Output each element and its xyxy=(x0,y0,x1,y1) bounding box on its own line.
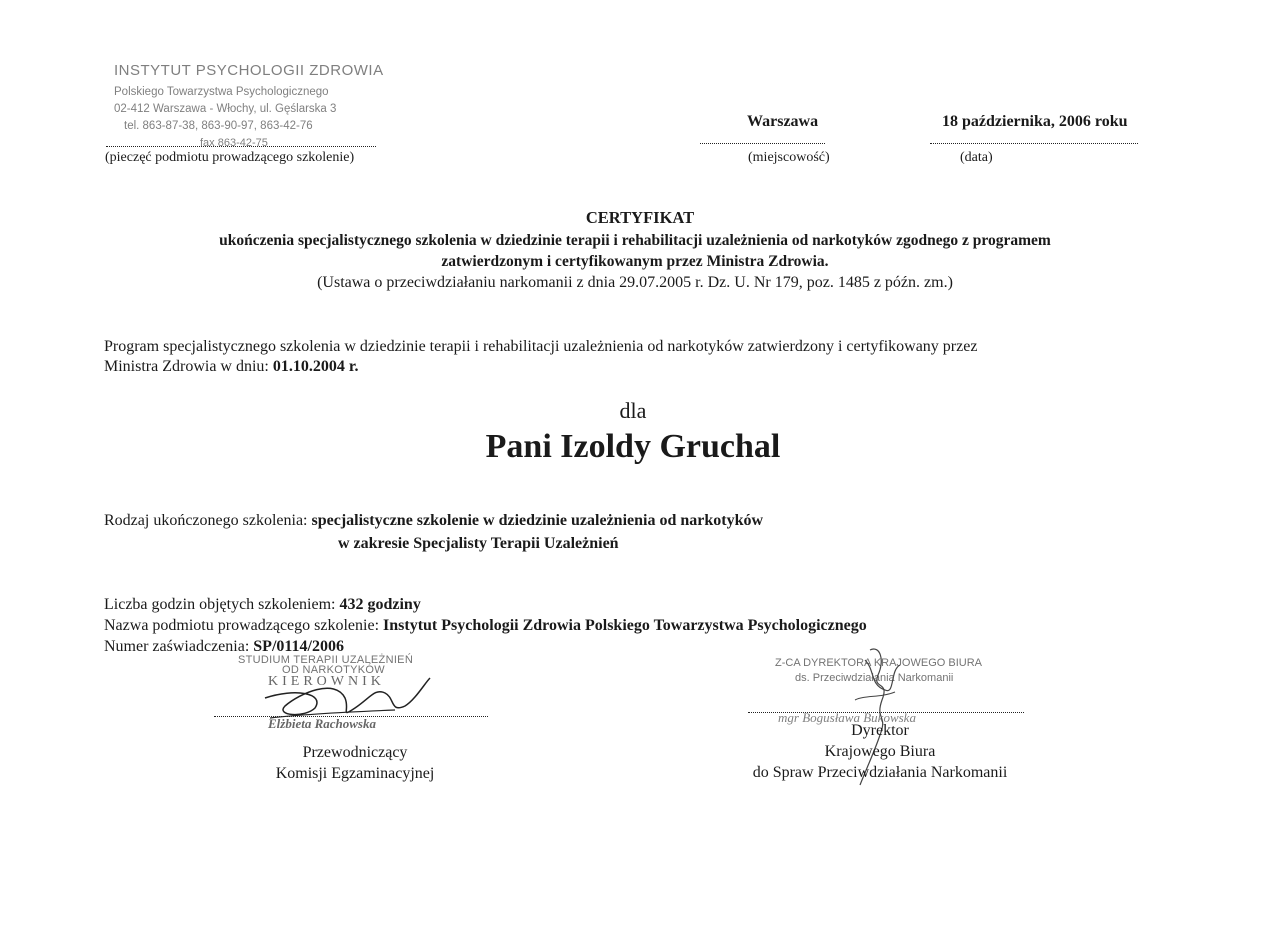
organizer-value: Instytut Psychologii Zdrowia Polskiego Towarzystwa Psychologicznego xyxy=(383,617,867,634)
program-line-2 xyxy=(104,358,359,376)
left-role-line-2: Komisji Egzaminacyjnej xyxy=(275,765,435,782)
organizer-line xyxy=(104,617,867,635)
right-stamp-line-2: ds. Przeciwdziałania Narkomanii xyxy=(795,672,954,684)
hours-line xyxy=(104,596,421,614)
left-stamp-line-3: KIEROWNIK xyxy=(268,674,385,689)
stamp-line-1: INSTYTUT PSYCHOLOGII ZDROWIA xyxy=(114,62,384,79)
right-role-line-1: Dyrektor xyxy=(851,722,909,739)
stamp-dotted-line xyxy=(106,146,376,147)
date-dotted-line xyxy=(930,143,1138,144)
stamp-line-4: tel. 863-87-38, 863-90-97, 863-42-76 xyxy=(124,120,313,132)
left-stamp-line-1: STUDIUM TERAPII UZALEŻNIEŃ xyxy=(238,654,414,666)
stamp-line-3: 02-412 Warszawa - Włochy, ul. Gęślarska 3 xyxy=(114,103,337,115)
training-value-1: specjalistyczne szkolenie w dziedzinie uzależnienia od narkotyków xyxy=(311,512,764,529)
training-label: Rodzaj ukończonego szkolenia: xyxy=(104,512,312,529)
hours-label: Liczba godzin objętych szkoleniem: xyxy=(104,596,340,613)
program-approval-label: Ministra Zdrowia w dniu: xyxy=(104,358,273,375)
recipient-for: dla xyxy=(619,398,647,423)
place-value: Warszawa xyxy=(747,113,819,130)
right-stamp-name: mgr Bogusława Bukowska xyxy=(778,710,916,725)
certificate-number-label: Numer zaświadczenia: xyxy=(104,638,254,655)
certificate-number-value: SP/0114/2006 xyxy=(253,638,344,655)
training-value-2: w zakresie Specjalisty Terapii Uzależnień xyxy=(338,535,619,552)
certificate-subtitle-2: zatwierdzonym i certyfikowanym przez Ministra Zdrowia. xyxy=(441,253,829,270)
certificate-subtitle-1: ukończenia specjalistycznego szkolenia w dziedzinie terapii i rehabilitacji uzależnienia od narkotyków zgodnego z programem xyxy=(219,232,1051,249)
stamp-line-2: Polskiego Towarzystwa Psychologicznego xyxy=(114,86,329,98)
left-signature-dotted-line xyxy=(214,716,488,717)
program-line-1: Program specjalistycznego szkolenia w dziedzinie terapii i rehabilitacji uzależnienia od narkotyków zatwierdzony i certyfikowany przez xyxy=(104,338,978,355)
left-stamp-name: Elżbieta Rachowska xyxy=(268,716,376,731)
right-signature-dotted-line xyxy=(748,712,1024,713)
right-role-line-3: do Spraw Przeciwdziałania Narkomanii xyxy=(752,764,1008,781)
right-role-line-2: Krajowego Biura xyxy=(824,743,936,760)
stamp-caption: (pieczęć podmiotu prowadzącego szkolenie) xyxy=(105,150,355,165)
law-reference: (Ustawa o przeciwdziałaniu narkomanii z dnia 29.07.2005 r. Dz. U. Nr 179, poz. 1485 z późn. zm.) xyxy=(317,274,953,291)
date-caption: (data) xyxy=(960,150,993,165)
program-approval-date: 01.10.2004 r. xyxy=(272,358,359,375)
training-line-1 xyxy=(104,512,763,530)
recipient-name: Pani Izoldy Gruchal xyxy=(485,428,781,465)
left-role-line-1: Przewodniczący xyxy=(302,744,408,761)
hours-value: 432 godziny xyxy=(339,596,421,613)
place-dotted-line xyxy=(700,143,825,144)
place-caption: (miejscowość) xyxy=(748,150,830,165)
certificate-title: CERTYFIKAT xyxy=(585,208,695,227)
right-stamp-line-1: Z-CA DYREKTORA KRAJOWEGO BIURA xyxy=(775,657,982,669)
stamp-line-5: fax 863-42-75 xyxy=(200,137,268,149)
organizer-label: Nazwa podmiotu prowadzącego szkolenie: xyxy=(104,617,384,634)
date-value: 18 października, 2006 roku xyxy=(942,113,1128,130)
left-stamp-line-2: OD NARKOTYKÓW xyxy=(282,664,385,676)
